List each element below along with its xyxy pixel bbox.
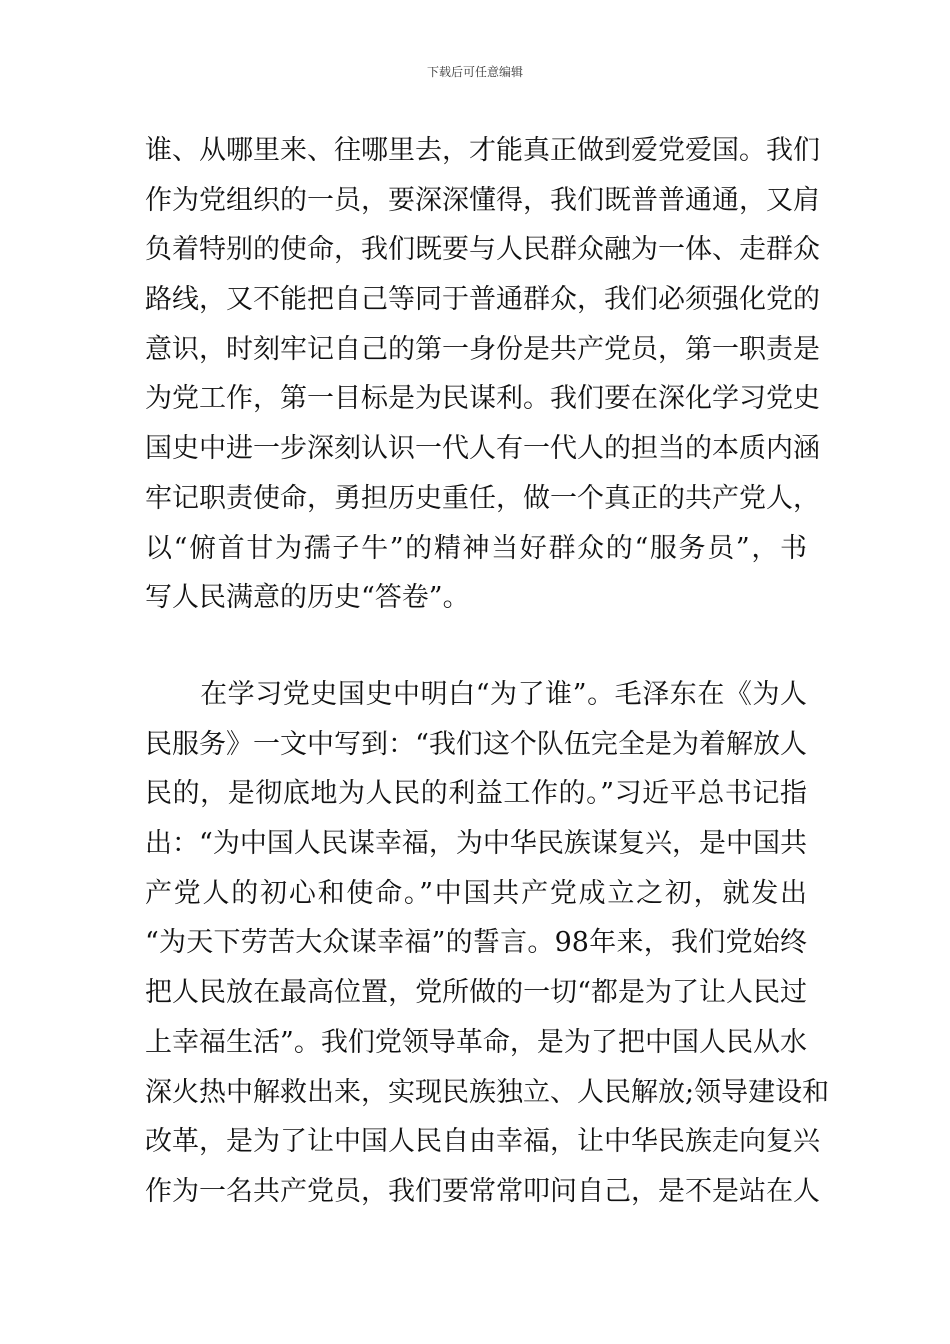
text-line: 作为党组织的一员，要深深懂得，我们既普普通通，又肩	[145, 184, 820, 216]
paragraph-1	[145, 126, 820, 623]
text-line: 谁、从哪里来、往哪里去，才能真正做到爱党爱国。我们	[145, 135, 820, 166]
text-line: 民的，是彻底地为人民的利益工作的。”习近平总书记指	[145, 778, 807, 810]
text-line: 产党人的初心和使命。”中国共产党成立之初，就发出	[145, 877, 807, 909]
text-line: 意识，时刻牢记自己的第一身份是共产党员，第一职责是	[145, 333, 820, 365]
text-line: 上幸福生活”。我们党领导革命，是为了把中国人民从水	[145, 1026, 807, 1058]
text-line: 路线，又不能把自己等同于普通群众，我们必须强化党的	[145, 284, 820, 316]
text-line: 为党工作，第一目标是为民谋利。我们要在深化学习党史	[145, 383, 820, 415]
text-line: 写人民满意的历史“答卷”。	[145, 582, 470, 614]
page-header-note: 下载后可任意编辑	[426, 65, 523, 79]
text-line: 负着特别的使命，我们既要与人民群众融为一体、走群众	[145, 234, 820, 266]
text-line: 深火热中解救出来，实现民族独立、人民解放;领导建设和	[145, 1076, 830, 1108]
text-line: 以“俯首甘为孺子牛”的精神当好群众的“服务员”，书	[145, 532, 807, 564]
text-line: 国史中进一步深刻认识一代人有一代人的担当的本质内涵	[145, 433, 820, 465]
text-line: 作为一名共产党员，我们要常常叩问自己，是不是站在人	[145, 1175, 820, 1207]
text-line: “为天下劳苦大众谋幸福”的誓言。98年来，我们党始终	[145, 927, 807, 959]
text-line: 民服务》一文中写到：“我们这个队伍完全是为着解放人	[145, 728, 807, 760]
text-line: 把人民放在最高位置，党所做的一切“都是为了让人民过	[145, 977, 807, 1009]
text-line: 改革，是为了让中国人民自由幸福，让中华民族走向复兴	[145, 1126, 820, 1158]
text-line: 出：“为中国人民谋幸福，为中华民族谋复兴，是中国共	[145, 828, 807, 860]
paragraph-2	[145, 670, 830, 1217]
text-line: 牢记职责使命，勇担历史重任，做一个真正的共产党人，	[145, 482, 820, 514]
text-line: 在学习党史国史中明白“为了谁”。毛泽东在《为人	[145, 679, 807, 710]
